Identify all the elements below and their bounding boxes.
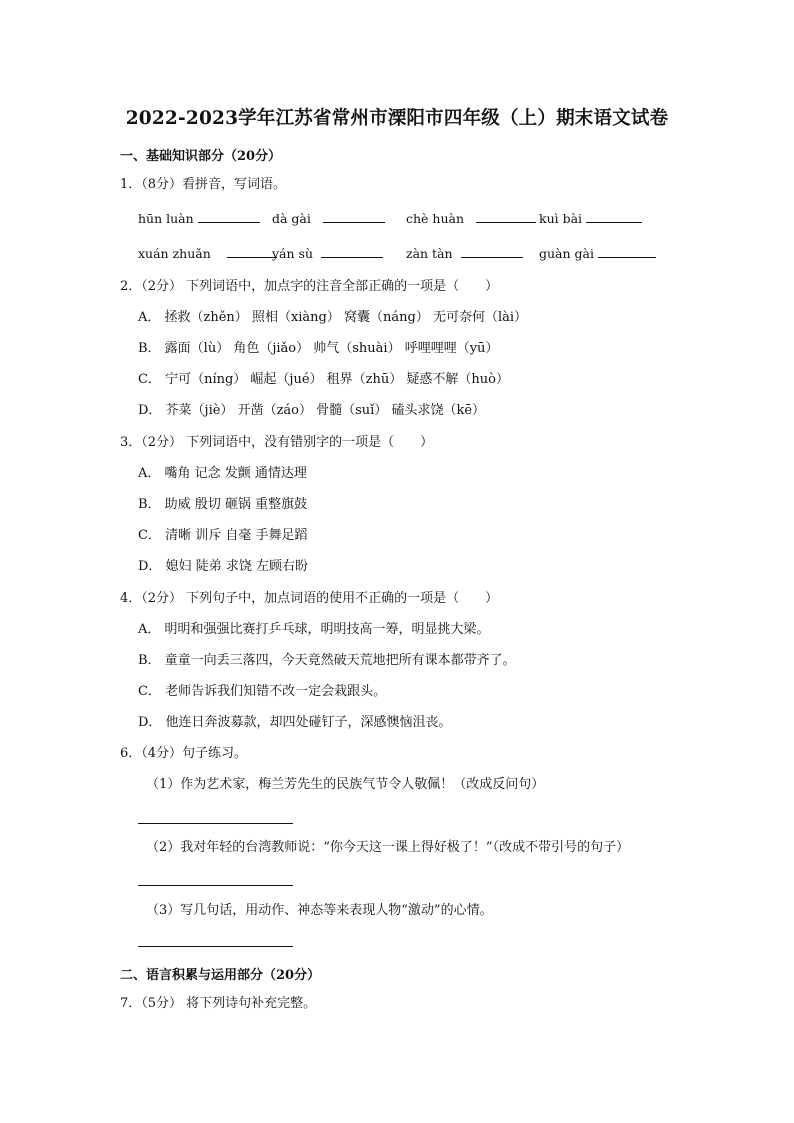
- pinyin-text: xuán zhuǎn: [138, 246, 211, 261]
- pinyin-text: kuì bài: [539, 211, 583, 226]
- pinyin-item: [138, 245, 277, 261]
- section-heading-2: 二、语言积累与运用部分（20分）: [120, 968, 321, 983]
- question-3-option-c[interactable]: C． 清晰 训斥 自毫 手舞足蹈: [138, 528, 308, 543]
- page-title: 2022-2023学年江苏省常州市溧阳市四年级（上）期末语文试卷: [125, 108, 669, 129]
- pinyin-text: zàn tàn: [406, 246, 453, 261]
- question-6-sub-2: （2）我对年轻的台湾教师说：“你今天这一课上得好极了！”（改成不带引号的句子）: [146, 840, 630, 855]
- pinyin-item: [272, 245, 383, 261]
- answer-line[interactable]: [138, 823, 293, 824]
- section-heading-1: 一、基础知识部分（20分）: [120, 149, 282, 164]
- answer-blank[interactable]: [227, 245, 277, 258]
- answer-line[interactable]: [138, 946, 293, 947]
- answer-blank[interactable]: [461, 245, 523, 258]
- question-4-option-c[interactable]: C． 老师告诉我们知错不改一定会栽跟头。: [138, 684, 387, 699]
- question-3-option-d[interactable]: D． 媳妇 陡弟 求饶 左顾右盼: [138, 559, 308, 574]
- pinyin-text: yán sù: [272, 246, 314, 261]
- pinyin-item: [406, 210, 536, 226]
- question-3-option-a[interactable]: A． 嘴角 记念 发颤 通情达理: [138, 466, 307, 481]
- answer-blank[interactable]: [198, 210, 260, 223]
- answer-blank[interactable]: [476, 210, 536, 223]
- pinyin-item: [539, 245, 656, 261]
- pinyin-item: [272, 210, 385, 226]
- question-6-stem: 6．（4分）句子练习。: [120, 746, 248, 761]
- question-2-option-c[interactable]: C． 宁可（níng） 崛起（jué） 租界（zhū） 疑惑不解（huò）: [138, 372, 509, 387]
- question-6-sub-3: （3）写几句话，用动作、神态等来表现人物“激动”的心情。: [146, 903, 493, 918]
- question-7-stem: 7．（5分） 将下列诗句补充完整。: [120, 996, 317, 1011]
- pinyin-text: chè huàn: [406, 211, 465, 226]
- question-2-option-d[interactable]: D． 芥菜（jiè） 开凿（záo） 骨髓（suǐ） 磕头求饶（kē）: [138, 403, 486, 418]
- answer-blank[interactable]: [321, 245, 383, 258]
- pinyin-item: [138, 210, 260, 226]
- question-4-stem: 4．（2分） 下列句子中，加点词语的使用不正确的一项是（ ）: [120, 591, 499, 606]
- answer-line[interactable]: [138, 885, 293, 886]
- answer-blank[interactable]: [586, 210, 642, 223]
- question-3-stem: 3．（2分） 下列词语中，没有错别字的一项是（ ）: [120, 435, 434, 450]
- question-3-option-b[interactable]: B． 助威 殷切 砸锅 重整旗鼓: [138, 497, 308, 512]
- question-2-option-a[interactable]: A． 拯救（zhěn） 照相（xiàng） 窝囊（náng） 无可奈何（lài）: [138, 310, 528, 325]
- question-4-option-d[interactable]: D． 他连日奔波募款，却四处碰钉子，深感懊恼沮丧。: [138, 715, 452, 730]
- pinyin-text: guàn gài: [539, 246, 594, 261]
- question-2-stem: 2．（2分） 下列词语中，加点字的注音全部正确的一项是（ ）: [120, 279, 499, 294]
- question-1-stem: 1．（8分）看拼音，写词语。: [120, 177, 287, 192]
- answer-blank[interactable]: [598, 245, 656, 258]
- pinyin-text: dà gài: [272, 211, 311, 226]
- question-2-option-b[interactable]: B． 露面（lù） 角色（jiǎo） 帅气（shuài） 呼哩哩哩（yū）: [138, 341, 499, 356]
- answer-blank[interactable]: [323, 210, 385, 223]
- question-6-sub-1: （1）作为艺术家，梅兰芳先生的民族气节令人敬佩！（改成反问句）: [146, 777, 545, 792]
- question-4-option-a[interactable]: A． 明明和强强比赛打乒乓球，明明技高一筹，明显挑大梁。: [138, 622, 490, 637]
- question-4-option-b[interactable]: B． 童童一向丢三落四，今天竟然破天荒地把所有课本都带齐了。: [138, 653, 516, 668]
- pinyin-text: hūn luàn: [138, 211, 194, 226]
- pinyin-item: [539, 210, 642, 226]
- pinyin-item: [406, 245, 523, 261]
